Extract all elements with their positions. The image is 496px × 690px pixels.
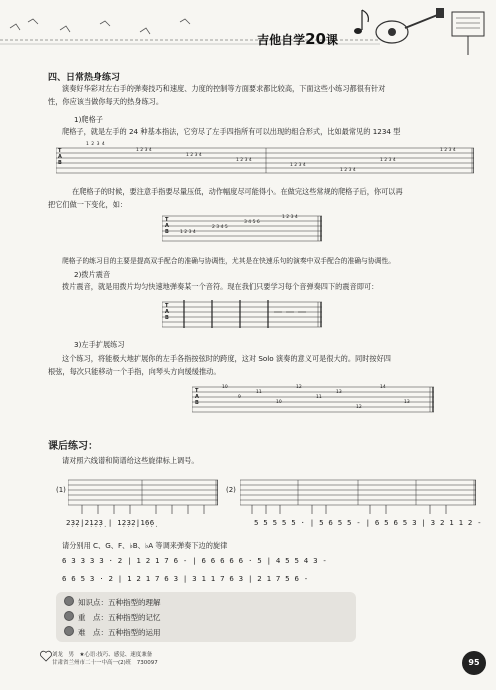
music-note-icon <box>354 10 368 34</box>
tab-staff-1 <box>56 142 474 178</box>
tab4-fret-3: 11 <box>256 390 262 395</box>
tab4-fret-4: 10 <box>276 400 282 405</box>
numbered-notation-row-1: 6 3 3 3 3 · 2 | 1 2 1 7 6 - | 6 6 6 6 6 · 5 | 4 5 5 4 3 - <box>62 556 328 565</box>
exercise-instruction-1: 请对照六线谱和简谱给这些旋律标上调号。 <box>62 456 199 465</box>
tab-clef-4: T A B <box>195 388 199 406</box>
tab4-fret-10: 13 <box>404 400 410 405</box>
header-decoration <box>0 0 496 62</box>
exercise-numbered-notation-2: 5 5 5 5 5 · | 5 6 5 5 - | 6 5 6 5 3 | 3 2 1 1 2 - <box>254 518 482 527</box>
footer-credit: 刘龙 男 ★心语:技巧、感觉、速度兼备 甘肃省兰州市二十一中高一(2)班 730097 <box>52 652 158 666</box>
exercise-label-2: (2) <box>226 486 236 494</box>
guitar-illustration-icon <box>376 8 444 43</box>
subsection-title-1: 1)爬格子 <box>74 115 103 124</box>
tab-clef-2: T A B <box>165 217 169 235</box>
exercise-tab-1 <box>68 474 218 514</box>
summary-item-difficulty: 难 点：五种指型的运用 <box>64 626 161 638</box>
tab1-fret-group-5: 1 2 3 4 <box>290 163 306 168</box>
intro-line-2: 性，你应该当做你每天的热身练习。 <box>48 97 164 106</box>
tab4-fret-1: 10 <box>222 385 228 390</box>
bullet-icon <box>64 611 74 621</box>
bullet-icon <box>64 626 74 636</box>
summary-item-key-point: 重 点：五种指型的记忆 <box>64 611 161 623</box>
book-brand: 吉他自学20课 <box>257 30 338 48</box>
tab2-fret-group-4: 1 2 3 4 <box>282 215 298 220</box>
music-stand-icon <box>452 12 484 55</box>
tab4-fret-2: 9 <box>238 395 241 400</box>
tab2-fret-group-2: 2 3 4 5 <box>212 225 228 230</box>
exercises-title: 课后练习： <box>48 441 98 452</box>
tab2-fret-group-3: 3 4 5 6 <box>244 220 260 225</box>
tab4-fret-9: 14 <box>380 385 386 390</box>
tab-staff-2 <box>162 212 322 246</box>
tab1-fret-group-8: 1 2 3 4 <box>440 148 456 153</box>
sub3-line-2: 根弦，每次只能移动一个手指，向琴头方向缓缓推动。 <box>48 367 221 376</box>
tab1-fret-group-1: 1 2 3 4 <box>86 142 106 147</box>
tab2-fret-group-1: 1 2 3 4 <box>180 230 196 235</box>
tab4-fret-7: 13 <box>336 390 342 395</box>
exercise-tab-2 <box>240 474 476 514</box>
intro-line-1: 演奏好华彩对左右手的弹奏技巧和速度、力度的控制等方面要求都比较高，下面这些小练习都很有针对 <box>62 84 386 93</box>
tab-staff-3 <box>162 298 322 332</box>
tab-clef-3: T A B <box>165 303 169 321</box>
tab1-fret-group-7: 1 2 3 4 <box>380 158 396 163</box>
sub1-after-line-1: 在爬格子的时候，要注意手指要尽量压低，动作幅度尽可能得小。在做完这些常规的爬格子后，你可以再 <box>72 187 403 196</box>
tab4-fret-6: 11 <box>316 395 322 400</box>
bullet-icon <box>64 596 74 606</box>
tab-staff-4 <box>192 382 434 418</box>
tab1-fret-group-2: 1 2 3 4 <box>136 148 152 153</box>
summary-item-knowledge: 知识点：五种指型的理解 <box>64 596 161 608</box>
tab-clef-1: T A B <box>58 148 62 166</box>
tab4-fret-5: 12 <box>296 385 302 390</box>
sub2-paragraph: 拨片震音，就是用拨片均匀快速地弹奏某一个音符。现在我们只要学习每个音弹奏四下的震音即可： <box>62 282 379 291</box>
sub1-paragraph: 爬格子，就是左手的 24 种基本指法，它穷尽了左手四指所有可以出现的组合形式，比如最常见的 1234 型 <box>62 127 401 136</box>
tab4-fret-8: 12 <box>356 405 362 410</box>
sub1-after-line-2: 把它们做一下变化，如： <box>48 200 128 209</box>
heart-icon <box>40 650 52 662</box>
tab1-fret-group-6: 1 2 3 4 <box>340 168 356 173</box>
exercise-numbered-notation-1: 2̣3̣2̣|2̣1̣2̣3̣ | 1̣2̣3̣2̣|1̣6̣6̣ <box>66 518 155 527</box>
exercise-label-1: (1) <box>56 486 66 494</box>
exercise-instruction-2: 请分别用 C、G、F、♭B、♭A 等调来弹奏下边的旋律 <box>62 541 228 550</box>
subsection-title-3: 3)左手扩展练习 <box>74 340 125 349</box>
subsection-title-2: 2)拨片震音 <box>74 270 111 279</box>
sub3-line-1: 这个练习，将能极大地扩展你的左手各指按弦时的跨度，这对 Solo 演奏的意义可是很大的。同时按好四 <box>62 354 391 363</box>
page-number: 95 <box>462 651 486 675</box>
tab1-fret-group-3: 1 2 3 4 <box>186 153 202 158</box>
section-title: 四、日常热身练习 <box>48 73 121 83</box>
numbered-notation-row-2: 6 6 5 3 · 2 | 1 2 1 7 6 3 | 3 1 1 7 6 3 | 2 1 7 5 6 - <box>62 574 309 583</box>
tab1-fret-group-4: 1 2 3 4 <box>236 158 252 163</box>
sub1-end-paragraph: 爬格子的练习目的主要是提高双手配合的准确与协调性，尤其是在快速乐句的演奏中双手配合的准确与协调性。 <box>62 257 396 265</box>
